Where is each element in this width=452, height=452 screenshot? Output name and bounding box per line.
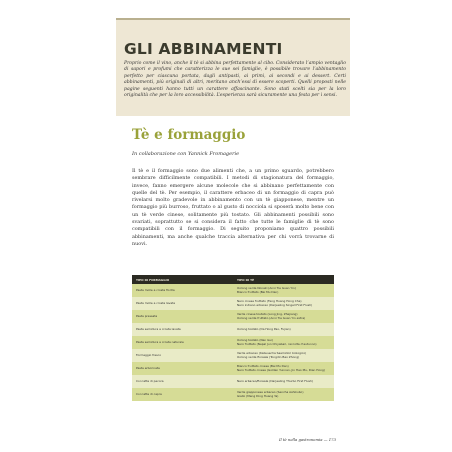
table-row (132, 388, 334, 401)
col-header-cheese: TIPO DI FORMAGGIO (132, 275, 233, 284)
col-header-tea: TIPO DI TÈ (233, 275, 334, 284)
tea-cell: Nero erbaceo/floreale (Darjeeling Thurbo First Flush) (233, 375, 334, 388)
table-row (132, 310, 334, 323)
cheese-cell: Con latte di capra (132, 388, 233, 401)
table-row (132, 375, 334, 388)
table-row (132, 323, 334, 336)
cheese-cell: Formaggio fresco (132, 349, 233, 362)
section-body: Il tè e il formaggio sono due alimenti che, a un primo sguardo, potrebbero sembrare difficilmente compatibili. I metodi di stagionatura del formaggio, invece, fanno emergere alcune molecole che si abbinano perfettamente con quelle del tè. Per esempio, il carattere erbaceo di un formaggio di capra può rivelarsi molto gradevole in abbinamento con un tè giapponese, mentre un formaggio più burroso, fruttato o al gusto di nocciola si sposerà molto bene con un tè verde cinese, solitamente più tostato. Gli abbinamenti possibili sono svariati, soprattutto se si considera il fatto che tutte le famiglie di tè sono compatibili con il formaggio. Di seguito proponiamo quattro possibili abbinamenti, ma anche qualche traccia alternativa per chi vorrà trovarne di nuovi. (132, 168, 334, 247)
page-footer: Il tè nella gastronomia — 173 (278, 437, 336, 442)
cheese-cell: Pasta erborinata (132, 362, 233, 375)
pairing-table (132, 275, 334, 401)
section-subtitle: In collaborazione con Yannick Fromagerie (132, 151, 240, 157)
tea-cell: Oolong verde Nonaki (Anxi Tie Guan Yin) Bianco fruttato (Bai Mu Dan) (233, 284, 334, 297)
tea-cell: Oolong tostato (Nan Gui) Nero fruttato (Nepal Jun Chiyabari, raccolta d’autunno) (233, 336, 334, 349)
table-row (132, 349, 334, 362)
table-row (132, 284, 334, 297)
cheese-cell: Pasta semidura a crosta naturale (132, 336, 233, 349)
intro-paragraph: Proprio come il vino, anche il tè si abbina perfettamente al cibo. Considerato l’ampio ventaglio di sapori e profumi che caratterizza le sue sei famiglie, è possibile trovare l’abbinamento perfetto per ciascuna portata, dagli antipasti, ai primi, ai secondi e ai dessert. Certi abbinamenti, più originali di altri, meritano anch’essi di essere scoperti. Quelli proposti nelle pagine seguenti hanno tutti un carattere affascinante. Sono stati scelti sia per la loro originalità che per la loro accessibilità. L’esperienza sarà sicuramente una festa per i sensi. (124, 61, 346, 99)
page-title: GLI ABBINAMENTI (124, 40, 283, 58)
tea-cell: Verde erbaceo (Kabusecha Saemidori biologico) Oolong verde floreale (Tongdin Bao Zhong) (233, 349, 334, 362)
cheese-cell: Pasta semidura a crosta lavata (132, 323, 233, 336)
table-row (132, 336, 334, 349)
tea-cell: Oolong tostato (Da Hong Pao, Fujian) (233, 323, 334, 336)
header-box (116, 18, 350, 116)
tea-cell: Verde cinese tostato (Long Jing, Zhejiang) Oolong verde fruttato (Anxi Tie Guan Yin extra) (233, 310, 334, 323)
cheese-cell: Pasta molle a crosta fiorita (132, 284, 233, 297)
cheese-cell: Pasta molle a crosta lavata (132, 297, 233, 310)
tea-cell: Bianco fruttato cinese (Bai Mu Dan) Nero fruttato cinese (Golden Yunnan, Jin Hao Mu, Dian Hong) (233, 362, 334, 375)
cheese-cell: Con latte di pecora (132, 375, 233, 388)
book-page (112, 0, 352, 452)
table-header-row (132, 275, 334, 284)
table-row (132, 362, 334, 375)
tea-cell: Nero cinese fruttato (Feng Huang Hong Cha) Nero indiano erbaceo (Darjeeling Singell First Flush) (233, 297, 334, 310)
cheese-cell: Pasta pressata (132, 310, 233, 323)
table-row (132, 297, 334, 310)
tea-cell: Verde giapponese erbaceo (Sencha Ashikubo) Giallo (Meng Ding Huang Ya) (233, 388, 334, 401)
section-title: Tè e formaggio (132, 127, 246, 143)
header-rule (116, 18, 350, 20)
